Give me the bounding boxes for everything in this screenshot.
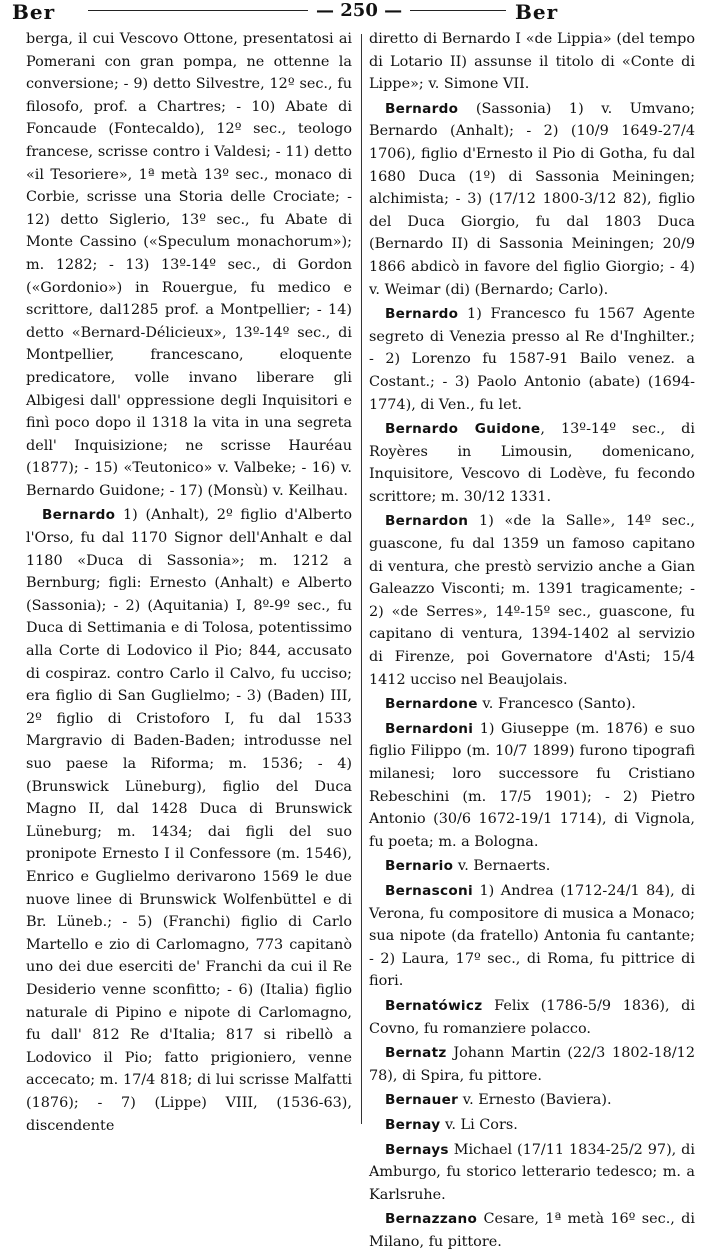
entry-headword: Bernardo: [385, 100, 459, 117]
dictionary-entry: [369, 718, 695, 854]
page-header: [0, 0, 718, 26]
dictionary-entry: [26, 504, 352, 1137]
entry-headword: Bernatówicz: [385, 997, 483, 1014]
entry-headword: Bernardo Guidone: [385, 421, 541, 438]
entry-headword: Bernasconi: [385, 882, 473, 899]
dictionary-entry: [369, 418, 695, 508]
entry-headword: Bernardo: [42, 507, 116, 524]
dictionary-entry: [369, 28, 695, 96]
dictionary-entry: [369, 693, 695, 716]
entry-text: Johann Martin (22/3 1802-18/12 78), di Spira, fu pittore.: [369, 1045, 695, 1084]
dictionary-entry: [369, 1042, 695, 1087]
entry-text: Felix (1786-5/9 1836), di Covno, fu romanziere polacco.: [369, 997, 695, 1037]
dictionary-entry: [369, 855, 695, 878]
dictionary-entry: [369, 1139, 695, 1207]
dictionary-entry: [369, 1208, 695, 1253]
entry-text: (Sassonia) 1) v. Umvano; Bernardo (Anhalt); - 2) (10/9 1649-27/4 1706), figlio d'Ernesto il Pio di Gotha, fu dal 1680 Duca (1º) di Sassonia Meiningen; alchimista; - 3) (17/12 1800-3/12 82), figlio del Duca Giorgio, fu dal 1803 Duca (Bernardo II) di Sassonia Meiningen; 20/9 1866 abdicò in favore del figlio Giorgio; - 4) v. Weimar (di) (Bernardo; Carlo).: [369, 100, 695, 298]
right-column: [369, 28, 695, 1250]
entry-headword: Bernardone: [385, 696, 478, 713]
header-rule-left: [88, 10, 308, 11]
dictionary-entry: [369, 510, 695, 691]
running-head-right: Ber: [515, 0, 559, 24]
entry-headword: Bernario: [385, 858, 454, 875]
column-divider: [361, 34, 362, 1124]
entry-headword: Bernardon: [385, 513, 469, 530]
entry-text: v. Li Cors.: [440, 1116, 518, 1133]
entry-headword: Bernauer: [385, 1092, 459, 1109]
entry-headword: Bernatz: [385, 1045, 447, 1062]
dictionary-entry: [369, 1114, 695, 1137]
entry-text: 1) Giuseppe (m. 1876) e suo figlio Filippo (m. 10/7 1899) furono tipografi milanesi; loro successore fu Cristiano Rebeschini (m. 17/5 1901); - 2) Pietro Antonio (30/6 1672-19/1 1714), di Vignola, fu poeta; m. a Bologna.: [369, 720, 695, 850]
entry-text: v. Ernesto (Baviera).: [458, 1092, 612, 1109]
entry-text: berga, il cui Vescovo Ottone, presentatosi ai Pomerani con gran pompa, ne ottenne la conversione; - 9) detto Silvestre, 12º sec., fu filosofo, prof. a Chartres; - 10) Abate di Foncaude (Fontecaldo), 12º sec., teologo francese, scrisse contro i Valdesi; - 11) detto «il Tesoriere», 1ª metà 13º sec., monaco di Corbie, scrisse una Storia delle Crociate; - 12) detto Siglerio, 13º sec., fu Abate di Monte Cassino («Speculum monachorum»); m. 1282; - 13) 13º-14º sec., di Gordon («Gordonio») in Rouergue, fu medico e scrittore, dal1285 prof. a Montpellier; - 14) detto «Bernard-Délicieux», 13º-14º sec., di Montpellier, francescano, eloquente predicatore, volle invano liberare gli Albigesi dall' oppressione degli Inquisitori e finì poco dopo il 1318 la vita in una segreta dell' Inquisizione; ne scrisse Hauréau (1877); - 15) «Teutonico» v. Valbeke; - 16) v. Bernardo Guidone; - 17) (Monsù) v. Keilhau.: [26, 31, 352, 499]
header-rule-right: [410, 10, 506, 11]
dictionary-entry: [369, 303, 695, 416]
entry-text: Michael (17/11 1834-25/2 97), di Amburgo, fu storico letterario tedesco; m. a Karlsruhe.: [369, 1141, 695, 1203]
entry-text: 1) (Anhalt), 2º figlio d'Alberto l'Orso, fu dal 1170 Signor dell'Anhalt e dal 1180 «Duca di Sassonia»; m. 1212 a Bernburg; figli: Ernesto (Anhalt) e Alberto (Sassonia); - 2) (Aquitania) I, 8º-9º sec., fu Duca di Settimania e di Tolosa, potentissimo alla Corte di Lodovico il Pio; 844, accusato di cospiraz. contro Carlo il Calvo, fu ucciso; era figlio di San Guglielmo; - 3) (Baden) III, 2º figlio di Cristoforo I, fu dal 1533 Margravio di Baden-Baden; introdusse nel suo paese la Riforma; m. 1536; - 4) (Brunswick Lüneburg), figlio del Duca Magno II, dal 1428 Duca di Brunswick Lüneburg; m. 1434; dai figli del suo pronipote Ernesto I il Confessore (m. 1546), Enrico e Guglielmo derivarono 1569 le due nuove linee di Brunswick Wolfenbüttel e di Br. Lüneb.; - 5) (Franchi) figlio di Carlo Martello e zio di Carlomagno, 773 capitanò uno dei due eserciti de' Franchi da cui il Re Desiderio venne sconfitto; - 6) (Italia) figlio naturale di Pipino e nipote di Carlomagno, fu dall' 812 Re d'Italia; 817 si ribellò a Lodovico il Pio; fatto prigioniero, venne accecato; m. 17/4 818; di lui scrisse Malfatti (1876); - 7) (Lippe) VIII, (1536-63), discendente: [26, 507, 352, 1134]
dictionary-entry: [369, 1089, 695, 1112]
entry-headword: Bernays: [385, 1141, 449, 1158]
dictionary-entry: [369, 98, 695, 301]
entry-headword: Bernardo: [385, 306, 459, 323]
entry-text: 1) Francesco fu 1567 Agente segreto di Venezia presso al Re d'Inghilter.; - 2) Lorenzo fu 1587-91 Bailo venez. a Costant.; - 3) Paolo Antonio (abate) (1694-1774), di Ven., fu let.: [369, 306, 695, 413]
entry-headword: Bernardoni: [385, 720, 474, 737]
entry-headword: Bernazzano: [385, 1211, 478, 1228]
dictionary-entry: [369, 880, 695, 993]
page-number: — 250 —: [316, 0, 403, 21]
running-head-left: Ber: [12, 0, 56, 24]
entry-text: 1) «de la Salle», 14º sec., guascone, fu dal 1359 un famoso capitano di ventura, che prestò servizio anche a Gian Galeazzo Visconti; m. 1391 tragicamente; - 2) «de Serres», 14º-15º sec., guascone, fu capitano di ventura, 1394-1402 al servizio di Firenze, poi Governatore d'Asti; 15/4 1412 ucciso nel Beaujolais.: [369, 513, 695, 688]
entry-text: v. Francesco (Santo).: [477, 696, 636, 713]
entry-text: diretto di Bernardo I «de Lippia» (del tempo di Lotario II) assunse il titolo di «Conte di Lippe»; v. Simone VII.: [369, 31, 695, 93]
dictionary-entry: [26, 28, 352, 502]
entry-headword: Bernay: [385, 1116, 441, 1133]
entry-text: Cesare, 1ª metà 16º sec., di Milano, fu pittore.: [369, 1211, 695, 1250]
left-column: [26, 28, 352, 1134]
entry-text: , 13º-14º sec., di Royères in Limousin, domenicano, Inquisitore, Vescovo di Lodève, fu fecondo scrittore; m. 30/12 1331.: [369, 421, 695, 505]
entry-text: 1) Andrea (1712-24/1 84), di Verona, fu compositore di musica a Monaco; sua nipote (da fratello) Antonia fu cantante; - 2) Laura, 17º sec., di Roma, fu pittrice di fiori.: [369, 882, 695, 990]
dictionary-entry: [369, 995, 695, 1040]
entry-text: v. Bernaerts.: [453, 858, 551, 875]
